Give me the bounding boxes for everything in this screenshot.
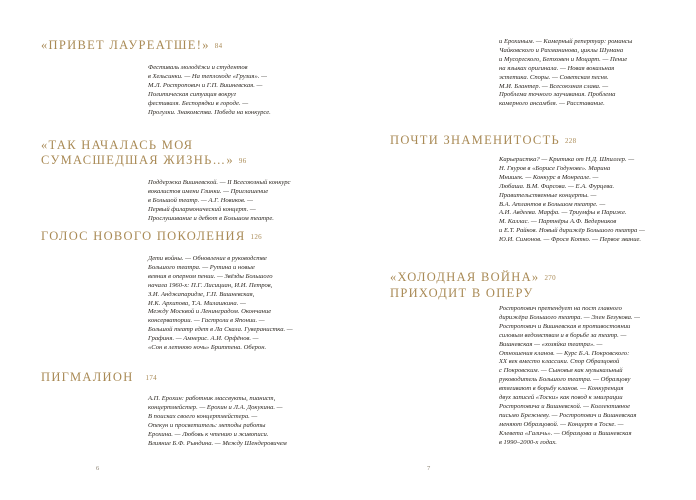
- section-page-number: 228: [564, 137, 577, 145]
- right-page: [348, 0, 696, 500]
- section-page-number: 174: [145, 374, 157, 382]
- section-summary-continuation: и Ерохиным. — Камерный репертуар: романсы Чайковского и Рахманинова, циклы Шумана и Мусоргского, Бетховен и Моцарт. — Пение на языках оригинала. — Новая вокальная эстетика. Споры. — Советская песня. М.И. Блантер. — Всесоюзная слава. — Проблема точного заучивания. Проблема камерного ансамбля. — Расставание.: [499, 38, 633, 108]
- section-summary: Карьеристка? — Критика от Н.Д. Шпиллер. — Н. Гяуров в «Борисе Годунове». Марина Мнишек. — Конкурс в Монреале. — Любаша. В.М. Фирсова. — Е.А. Фурцева. Правительственные концерты. — В.А. Атлантов в Большом театре. — А.И. Авдеева. Марфа. — Триумфы в Париже. М. Каллас. — Партнёры А.Ф. Ведерников и Е.Т. Райков. Новый дирижёр Большого театра — Ю.И. Симонов. — Фрося Котко. — Первое звание.: [499, 156, 645, 244]
- section-summary: Ростропович претендует на пост главного дирижёра Большого театра. — Элен Безукова. — Ростропович и Вишневская в противостоянии силовым ведомствам и в борьбе за театр. — Вишневская — «хозяйка театра». — Отношения кланов. — Курс Б.А. Покровского: XX век вместо классики. Спор Образцовой с Покровским. — Сыновья как музыкальный руководитель Большого театра. — Образцову втягивают в борьбу кланов. — Конкуренция двух записей «Тоски» как повод к эмиграции Ростроповича и Вишневской. — Коллективное письмо Брежневу. — Ростропович и Вишневская меняют Образцовой. — Концерт в Тоске. — Клевета «Галичь». — Образцова и Вишневская в 1990–2000-х годах.: [499, 305, 641, 446]
- section-page-number: 96: [238, 156, 247, 165]
- page-folio: 7: [427, 465, 431, 472]
- section-title-golos-novogo-pokoleniya: ГОЛОС НОВОГО ПОКОЛЕНИЯ 126: [41, 229, 262, 243]
- section-page-number: 84: [214, 42, 223, 50]
- page-folio: 6: [96, 465, 100, 472]
- section-title-tak-nachalas: «ТАК НАЧАЛАСЬ МОЯ СУМАСШЕДШАЯ ЖИЗНЬ…» 96: [41, 138, 247, 167]
- section-page-number: 270: [544, 274, 556, 282]
- section-title-pochti-znamenitost: ПОЧТИ ЗНАМЕНИТОСТЬ 228: [390, 133, 577, 147]
- section-summary: Поддержка Вишневской. — II Всесоюзный конкурс вокалистов имени Глинки. — Приглашение в Большой театр. — А.Г. Новиков. — Первый филармонический концерт. — Прослушивание и дебют в Большом театре.: [148, 179, 291, 222]
- section-summary: Дети войны. — Обновление в руководстве Большого театра. — Рутина и новые веяния в оперном пении. — Звёзды Большого начала 1960-х: П.Г. Лисициан, И.И. Петров, З.И. Анджапаридзе, Г.П. Вишневская, И.К. Архипова, Т.А. Милашкина. — Между Москвой и Ленинградом. Окончание консерватории. — Гастроли в Японии. — Большой театр едет в Ла Скала. Гуверанистка. — Графиня. — Амнерис. А.И. Орфёнов. — «Сон в летнюю ночь» Бриттена. Оберон.: [148, 255, 293, 352]
- section-title-holodnaya-voyna: «ХОЛОДНАЯ ВОЙНА» 270 ПРИХОДИТ В ОПЕРУ: [390, 270, 556, 300]
- section-title-privet-laureatshe: «ПРИВЕТ ЛАУРЕАТШЕ!» 84: [41, 38, 223, 52]
- section-title-pigmalion: ПИГМАЛИОН 174: [41, 370, 157, 384]
- section-summary: А.П. Ерохин: работник массвукты, пианист, концертмейстер. — Ерохин и Л.А. Докукина. — В поисках своего концертмейстера. — Опекун и просветитель: методы работы Ерохина. — Любовь к чтению и живописи. Влияние Б.Ф. Рындина. — Между Шендеровичем: [148, 395, 287, 447]
- section-page-number: 126: [250, 233, 262, 241]
- section-summary: Фестиваль молодёжи и студентов в Хельсинки. — На теплоходе «Грузия». — М.Л. Ростропович и Г.П. Вишневская. — Политическая ситуация вокруг фестиваля. Беспорядки в городе. — Прогулки. Знакомства. Победа на конкурсе.: [148, 64, 271, 116]
